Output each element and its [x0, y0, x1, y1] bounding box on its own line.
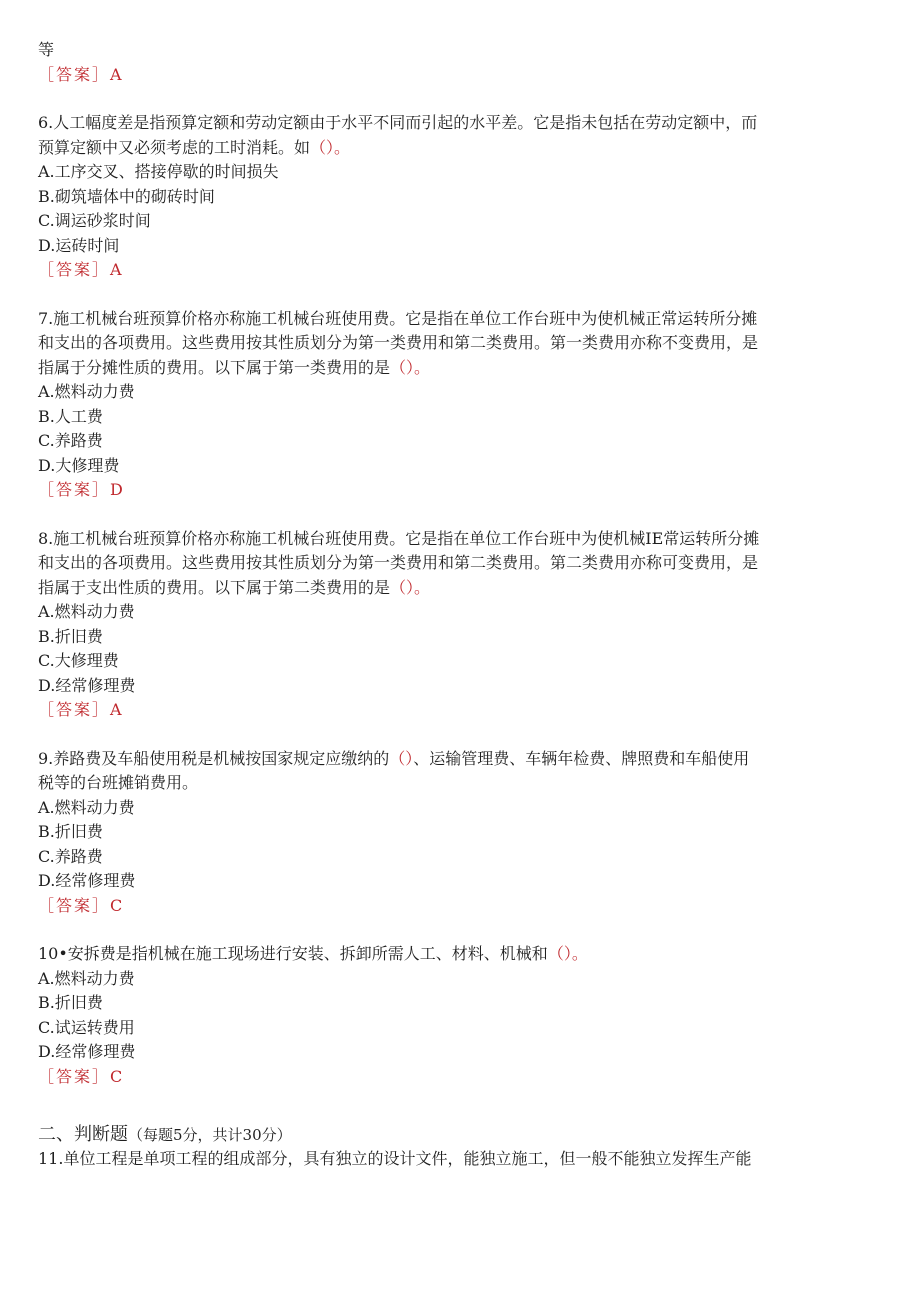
option-a: A.燃料动力费	[38, 602, 135, 621]
question-stem-line: 7.施工机械台班预算价格亦称施工机械台班使用费。它是指在单位工作台班中为使机械正常运转所分摊	[38, 308, 758, 328]
option-d: D.经常修理费	[38, 1042, 136, 1061]
option-d: D.经常修理费	[38, 871, 136, 890]
question-stem-line: 9.养路费及车船使用税是机械按国家规定应缴纳的（）、运输管理费、车辆年检费、牌照费和车船使用	[38, 748, 750, 768]
option-b: B.折旧费	[38, 626, 103, 646]
option-a: A.工序交叉、搭接停歇的时间损失	[38, 162, 279, 181]
answer-blank: （）	[389, 748, 414, 768]
spacer	[38, 87, 878, 111]
answer-label: ［答案］A	[38, 260, 124, 279]
option-c: C.大修理费	[38, 651, 119, 670]
option-d: D.经常修理费	[38, 675, 136, 695]
option-b: B.人工费	[38, 406, 103, 426]
answer-blank: （）。	[310, 137, 351, 157]
question-stem-line: 6.人工幅度差是指预算定额和劳动定额由于水平不同而引起的水平差。它是指未包括在劳动定额中，而	[38, 113, 758, 132]
option-b: B.折旧费	[38, 822, 103, 841]
answer-blank: （）。	[390, 577, 431, 597]
question-stem-line: 预算定额中又必须考虑的工时消耗。如（）。	[38, 137, 351, 157]
section-title: 二、判断题	[38, 1124, 128, 1145]
document-page	[38, 38, 878, 1172]
answer-label: ［答案］C	[38, 895, 125, 915]
q5-answer: ［答案］A	[38, 64, 124, 84]
option-b: B.折旧费	[38, 993, 103, 1012]
option-a: A.燃料动力费	[38, 968, 135, 988]
question-stem-line: 指属于分摊性质的费用。以下属于第一类费用的是（）。	[38, 357, 431, 377]
spacer	[38, 283, 878, 307]
question-stem-line: 和支出的各项费用。这些费用按其性质划分为第一类费用和第二类费用。第一类费用亦称不变费用，是	[38, 333, 759, 352]
option-c: C.养路费	[38, 846, 103, 866]
answer-blank: （）。	[547, 944, 588, 963]
question-8	[38, 527, 878, 723]
option-c: C.调运砂浆时间	[38, 211, 151, 230]
question-stem-line: 和支出的各项费用。这些费用按其性质划分为第一类费用和第二类费用。第二类费用亦称可变费用，是	[38, 553, 759, 572]
question-10	[38, 942, 878, 1089]
answer-label: ［答案］A	[38, 700, 124, 719]
question-9	[38, 747, 878, 919]
spacer	[38, 503, 878, 527]
option-d: D.运砖时间	[38, 235, 120, 255]
question-7	[38, 307, 878, 503]
question-stem-line: 指属于支出性质的费用。以下属于第二类费用的是（）。	[38, 577, 431, 597]
section-heading	[38, 1123, 878, 1147]
option-b: B.砌筑墙体中的砌砖时间	[38, 186, 215, 206]
option-c: C.试运转费用	[38, 1017, 135, 1037]
answer-blank: （）。	[390, 357, 431, 377]
spacer	[38, 1089, 878, 1113]
answer-label: ［答案］C	[38, 1066, 125, 1086]
answer-label: ［答案］D	[38, 480, 125, 499]
option-a: A.燃料动力费	[38, 382, 135, 401]
question-6	[38, 111, 878, 283]
spacer	[38, 723, 878, 747]
option-d: D.大修理费	[38, 455, 120, 475]
top-fragment: 等	[38, 40, 55, 59]
question-stem-line: 税等的台班摊销费用。	[38, 773, 199, 792]
spacer	[38, 918, 878, 942]
option-a: A.燃料动力费	[38, 797, 135, 817]
question-stem-line: 8.施工机械台班预算价格亦称施工机械台班使用费。它是指在单位工作台班中为使机械IE常运转所分摊	[38, 528, 760, 548]
question-11-stem: 11.单位工程是单项工程的组成部分，具有独立的设计文件，能独立施工，但一般不能独立发挥生产能	[38, 1149, 752, 1168]
option-c: C.养路费	[38, 431, 103, 450]
section-note: （每题5分，共计30分）	[128, 1126, 292, 1144]
question-stem-line: 10•安拆费是指机械在施工现场进行安装、拆卸所需人工、材料、机械和（）。	[38, 944, 588, 963]
